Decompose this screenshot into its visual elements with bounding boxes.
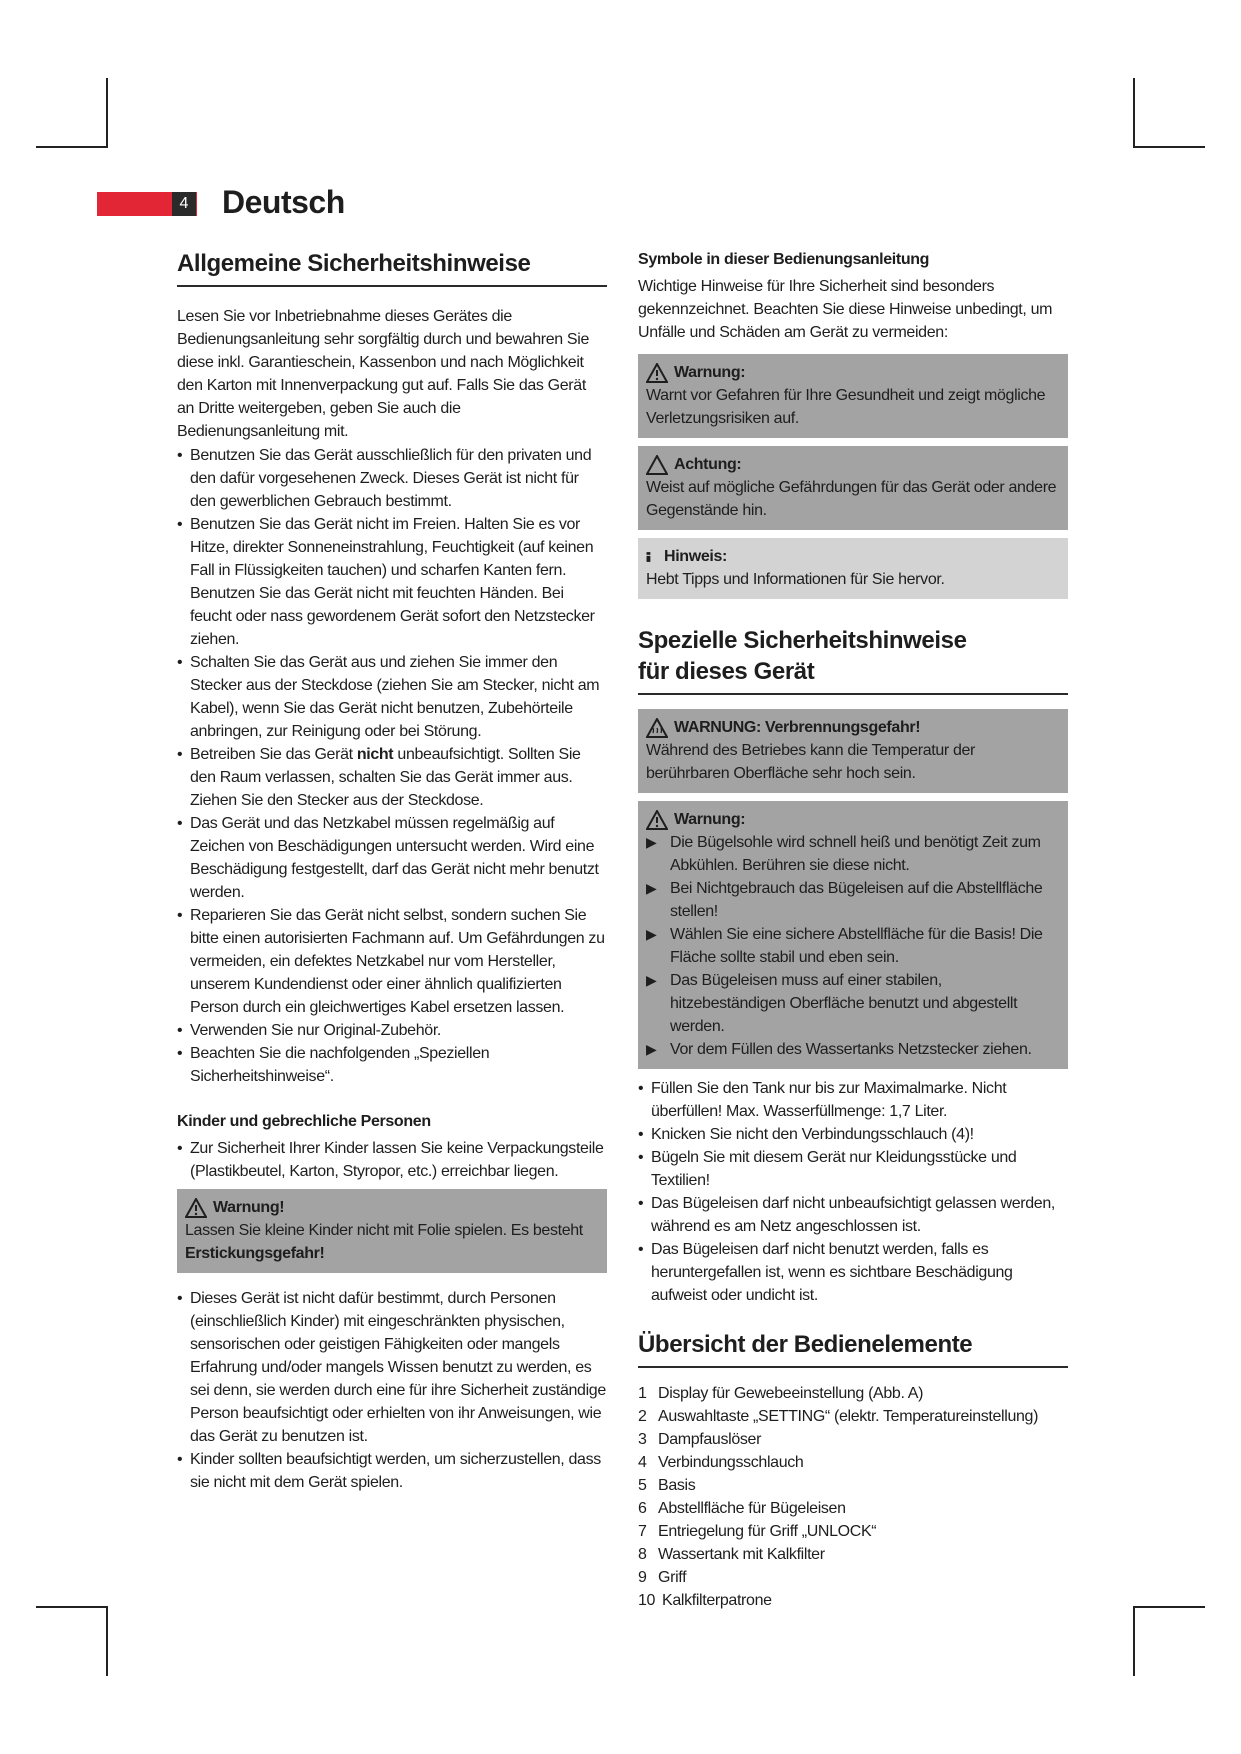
intro-paragraph: Lesen Sie vor Inbetriebnahme dieses Gerätes die Bedienungsanleitung sehr sorgfältig durch und bewahren Sie diese inkl. Garantieschein, Kassenbon und nach Möglichkeit den Karton mit Innenverpackung gut auf. Falls Sie das Gerät an Dritte weitergeben, geben Sie auch die Bedienungsanleitung mit. [177,308,589,440]
children-heading: Kinder und gebrechliche Personen [177,1113,431,1130]
burn-warning-box: WARNUNG: Verbrennungsgefahr! Während des Betriebes kann die Temperatur der berührbaren Oberfläche sehr hoch sein. [638,709,1068,793]
children-list-2 [177,1287,607,1494]
parts-list [638,1382,1068,1612]
list-item: • Betreiben Sie das Gerät nicht unbeaufsichtigt. Sollten Sie den Raum verlassen, schalten Sie das Gerät immer aus. Ziehen Sie den Stecker aus der Steckdose. [177,743,607,812]
list-item: • Das Bügeleisen darf nicht unbeaufsichtigt gelassen werden, während es am Netz angeschlossen ist. [638,1192,1068,1238]
list-item: • Beachten Sie die nachfolgenden „Speziellen Sicherheitshinweise“. [177,1042,607,1088]
list-item: • Bügeln Sie mit diesem Gerät nur Kleidungsstücke und Textilien! [638,1146,1068,1192]
list-item: ▶ Die Bügelsohle wird schnell heiß und benötigt Zeit zum Abkühlen. Berühren sie diese nicht. [646,831,1060,877]
list-item: • Füllen Sie den Tank nur bis zur Maximalmarke. Nicht überfüllen! Max. Wasserfüllmenge: 1,7 Liter. [638,1077,1068,1123]
crop-mark-top-left-v [106,78,108,148]
list-item: • Benutzen Sie das Gerät nicht im Freien. Halten Sie es vor Hitze, direkter Sonneneinstrahlung, Feuchtigkeit (auf keinen Fall in Flüssigkeiten tauchen) und scharfen Kanten fern. Benutzen Sie das Gerät nicht mit feuchten Händen. Bei feucht oder nass gewordenem Gerät sofort den Netzstecker ziehen. [177,513,607,651]
symbols-intro: Wichtige Hinweise für Ihre Sicherheit sind besonders gekennzeichnet. Beachten Sie diese Hinweise unbedingt, um Unfälle und Schäden am Gerät zu vermeiden: [638,278,1053,341]
list-item: • Das Gerät und das Netzkabel müssen regelmäßig auf Zeichen von Beschädigungen untersucht werden. Wird eine Beschädigung festgestellt, darf das Gerät nicht mehr benutzt werden. [177,812,607,904]
symbol-box-achtung: Achtung: Weist auf mögliche Gefährdungen für das Gerät oder andere Gegenstände hin. [638,446,1068,530]
list-item: 9 Griff [638,1569,687,1586]
list-item: • Schalten Sie das Gerät aus und ziehen Sie immer den Stecker aus der Steckdose (ziehen Sie am Stecker, nicht am Kabel), wenn Sie das Gerät nicht benutzen, Zubehörteile anbringen, zur Reinigung oder bei Störung. [177,651,607,743]
warning-box-children [177,1189,607,1273]
list-item: ▶ Vor dem Füllen des Wassertanks Netzstecker ziehen. [646,1038,1060,1061]
symbols-heading: Symbole in dieser Bedienungsanleitung [638,251,930,268]
children-list [177,1137,607,1183]
list-item: • Verwenden Sie nur Original-Zubehör. [177,1019,607,1042]
list-item: 10 Kalkfilterpatrone [638,1592,772,1609]
list-item: • Das Bügeleisen darf nicht benutzt werden, falls es heruntergefallen ist, wenn es sichtbare Beschädigung aufweist oder undicht ist. [638,1238,1068,1307]
list-item: 3 Dampfauslöser [638,1431,762,1448]
list-item: • Zur Sicherheit Ihrer Kinder lassen Sie keine Verpackungsteile (Plastikbeutel, Karton, Styropor, etc.) erreichbar liegen. [177,1137,607,1183]
warning-triangle-icon [185,1198,207,1218]
list-item: 6 Abstellfläche für Bügeleisen [638,1500,846,1517]
list-item: • Knicken Sie nicht den Verbindungsschlauch (4)! [638,1123,1068,1146]
device-safety-list [638,1077,1068,1307]
box-title: Warnung! [185,1196,599,1219]
list-item: ▶ Wählen Sie eine sichere Abstellfläche für die Basis! Die Fläche sollte stabil und eben sein. [646,923,1060,969]
box-text: Lassen Sie kleine Kinder nicht mit Folie spielen. Es besteht [185,1222,583,1239]
crop-mark-top-left-h [36,146,106,148]
general-safety-list [177,444,607,1088]
list-item: 7 Entriegelung für Griff „UNLOCK“ [638,1523,877,1540]
list-item: 2 Auswahltaste „SETTING“ (elektr. Temperatureinstellung) [638,1408,1039,1425]
device-warning-box: Warnung: ▶ Die Bügelsohle wird schnell heiß und benötigt Zeit zum Abkühlen. Berühren sie diese nicht. ▶ Bei Nichtgebrauch das Bügeleisen auf die Abstellfläche stellen! ▶ Wählen Sie eine sichere Abstellfläche für die Basis! Die Fläche sollte stabil und eben sein. ▶ Das Bügeleisen muss auf einer stabilen, hitzebeständigen Oberfläche benutzt und abgestellt werden. ▶ Vor dem Füllen des Wassertanks Netzstecker ziehen. [638,801,1068,1069]
list-item: • Kinder sollten beaufsichtigt werden, um sicherzustellen, dass sie nicht mit dem Gerät spielen. [177,1448,607,1494]
list-item: • Dieses Gerät ist nicht dafür bestimmt, durch Personen (einschließlich Kinder) mit eingeschränkten physischen, sensorischen oder geistigen Fähigkeiten oder mangels Erfahrung und/oder mangels Wissen benutzt zu werden, es sei denn, sie werden durch eine für ihre Sicherheit zuständige Person beaufsichtigt oder erhielten von ihr Anweisungen, wie das Gerät zu benutzen ist. [177,1287,607,1448]
list-item: • Reparieren Sie das Gerät nicht selbst, sondern suchen Sie bitte einen autorisierten Fachmann auf. Um Gefährdungen zu vermeiden, ein defektes Netzkabel nur vom Hersteller, unserem Kundendienst oder einer ähnlich qualifizierten Person durch ein gleichwertiges Kabel ersetzen lassen. [177,904,607,1019]
crop-mark-top-right-h [1135,146,1205,148]
symbol-box-hinweis: Hinweis: Hebt Tipps und Informationen für Sie hervor. [638,538,1068,599]
overview-heading: Übersicht der Bedienelemente [638,1329,1068,1368]
general-safety-heading: Allgemeine Sicherheitshinweise [177,248,607,287]
caution-triangle-icon [646,455,668,475]
list-item: 5 Basis [638,1477,696,1494]
crop-mark-bottom-left-h [36,1606,106,1608]
list-item: 1 Display für Gewebeeinstellung (Abb. A) [638,1385,924,1402]
crop-mark-bottom-left-v [106,1606,108,1676]
box-bold-text: Erstickungsgefahr! [185,1245,325,1262]
right-column [638,248,1068,1612]
hot-surface-icon [646,718,668,738]
crop-mark-bottom-right-h [1135,1606,1205,1608]
list-item: • Benutzen Sie das Gerät ausschließlich für den privaten und den dafür vorgesehenen Zweck. Dieses Gerät ist nicht für den gewerblichen Gebrauch bestimmt. [177,444,607,513]
list-item: ▶ Bei Nichtgebrauch das Bügeleisen auf die Abstellfläche stellen! [646,877,1060,923]
warning-triangle-icon [646,810,668,830]
symbol-box-warnung: Warnung: Warnt vor Gefahren für Ihre Gesundheit und zeigt mögliche Verletzungsrisiken auf. [638,354,1068,438]
crop-mark-top-right-v [1133,78,1135,148]
left-column [177,248,607,1494]
device-warning-list [646,831,1060,1061]
crop-mark-bottom-right-v [1133,1606,1135,1676]
list-item: 8 Wassertank mit Kalkfilter [638,1546,825,1563]
list-item: ▶ Das Bügeleisen muss auf einer stabilen, hitzebeständigen Oberfläche benutzt und abgestellt werden. [646,969,1060,1038]
info-icon [646,547,658,567]
page-number: 4 [172,192,196,216]
warning-triangle-icon [646,363,668,383]
language-title: Deutsch [222,184,345,220]
list-item: 4 Verbindungsschlauch [638,1454,804,1471]
special-safety-heading: Spezielle Sicherheitshinweise für dieses Gerät [638,625,1068,695]
